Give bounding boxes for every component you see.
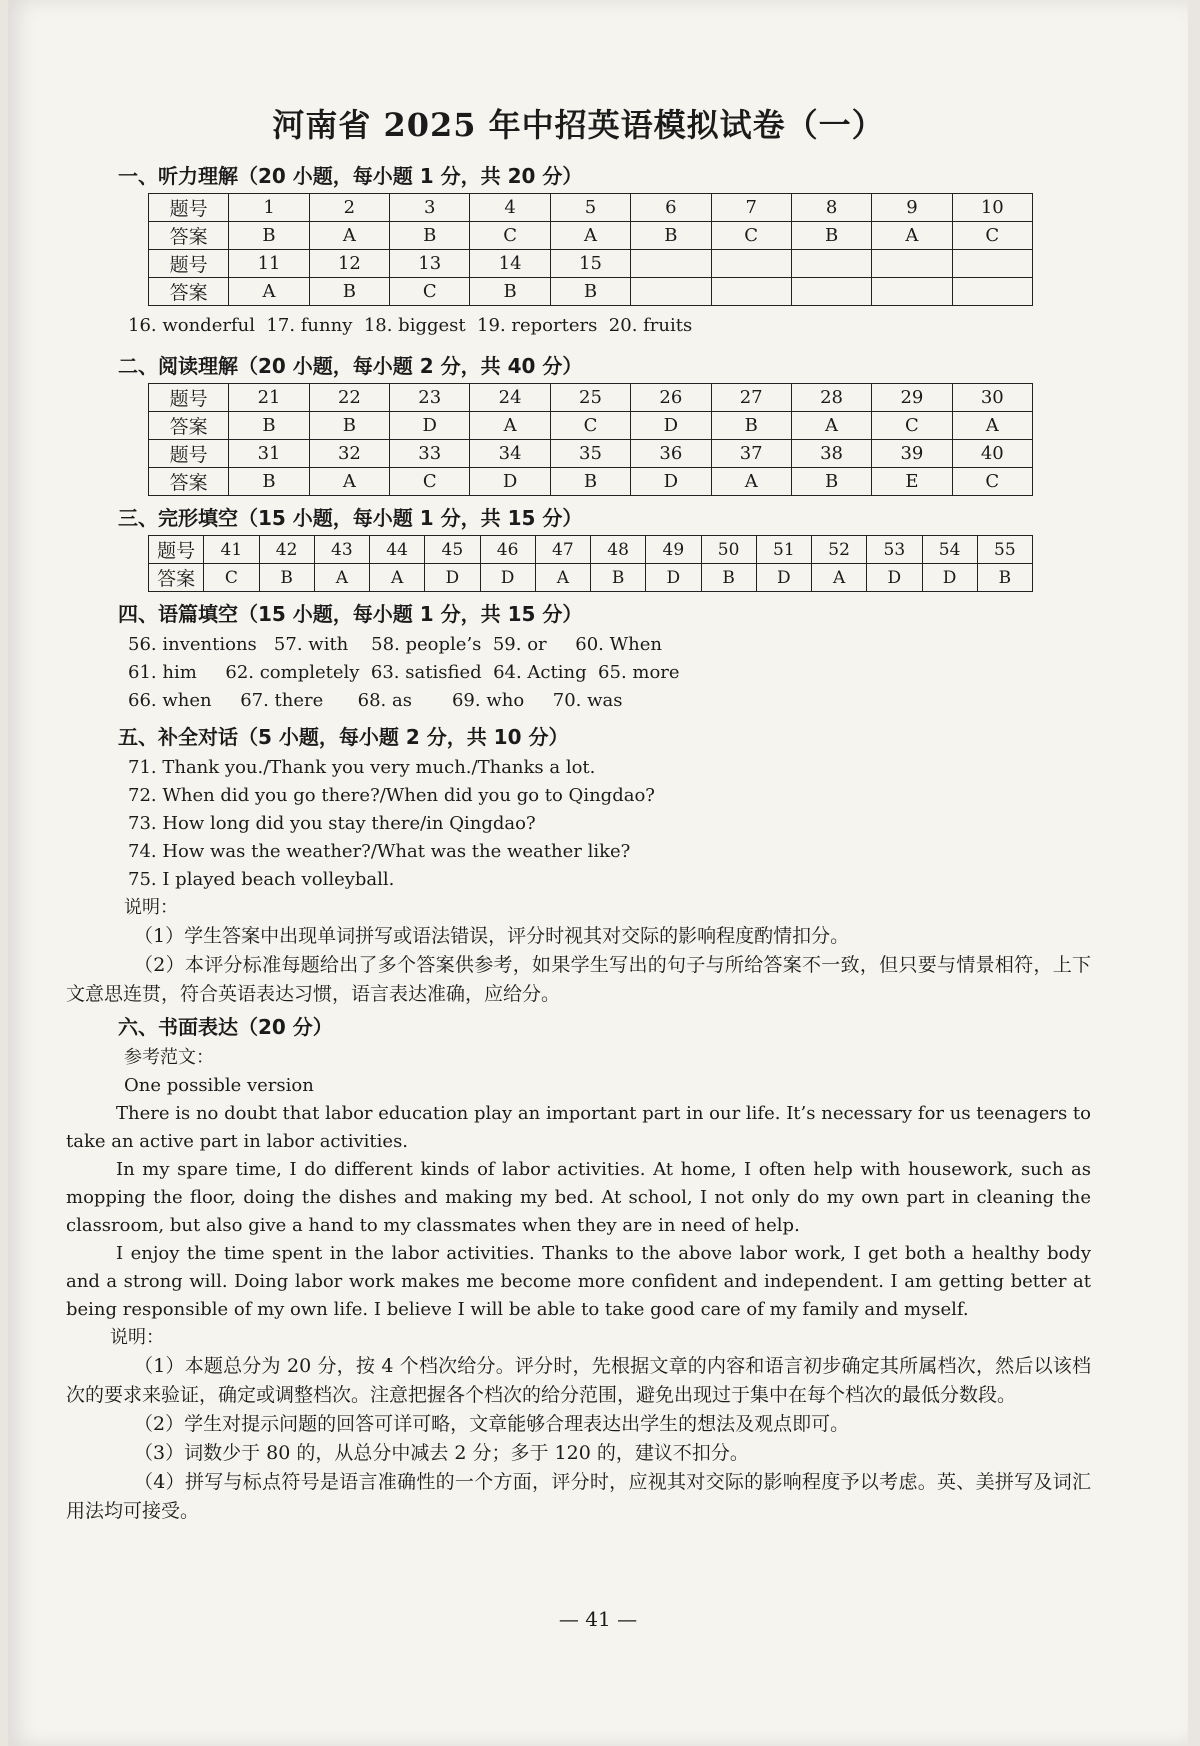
table-cell: 54 xyxy=(922,536,977,564)
table-cell: 2 xyxy=(309,194,389,222)
table-cell: B xyxy=(309,412,389,440)
table-cell xyxy=(711,278,791,306)
table-cell xyxy=(791,250,871,278)
section5-note-label: 说明： xyxy=(124,897,178,918)
table-cell: 22 xyxy=(309,384,389,412)
section5-note: （2）本评分标准每题给出了多个答案供参考，如果学生写出的句子与所给答案不一致，但只要与情景相符，上下文意思连贯，符合英语表达习惯，语言表达准确，应给分。 xyxy=(66,954,1091,1005)
table-cell: 14 xyxy=(470,250,550,278)
table-cell: 31 xyxy=(229,440,309,468)
table-row-label: 答案 xyxy=(149,564,204,592)
table-cell: 39 xyxy=(872,440,952,468)
table-cell: 45 xyxy=(425,536,480,564)
table-cell: 47 xyxy=(535,536,590,564)
table-row-label: 题号 xyxy=(149,536,204,564)
table-cell: A xyxy=(314,564,369,592)
table-row xyxy=(149,412,1033,440)
section1-heading: 一、听力理解（20 小题，每小题 1 分，共 20 分） xyxy=(118,164,583,188)
table-cell: A xyxy=(470,412,550,440)
table-cell: B xyxy=(550,278,630,306)
table-cell: B xyxy=(229,468,309,496)
table-cell: 37 xyxy=(711,440,791,468)
section5-answer: 74. How was the weather?/What was the weather like? xyxy=(128,841,631,862)
table-row xyxy=(149,564,1033,592)
section5-answer: 73. How long did you stay there/in Qingdao? xyxy=(128,813,536,834)
section2-heading: 二、阅读理解（20 小题，每小题 2 分，共 40 分） xyxy=(118,354,583,378)
table-cell: B xyxy=(591,564,646,592)
section6-note-label: 说明： xyxy=(110,1327,164,1348)
table-row xyxy=(149,278,1033,306)
table-cell: 34 xyxy=(470,440,550,468)
section6-note: （3）词数少于 80 的，从总分中减去 2 分；多于 120 的，建议不扣分。 xyxy=(134,1442,749,1464)
table-cell: A xyxy=(370,564,425,592)
table-cell: C xyxy=(204,564,259,592)
section3-heading: 三、完形填空（15 小题，每小题 1 分，共 15 分） xyxy=(118,506,583,530)
table-row-label: 答案 xyxy=(149,222,229,250)
page-content xyxy=(66,100,1091,1526)
table-cell: C xyxy=(952,468,1032,496)
table-cell: A xyxy=(872,222,952,250)
table-cell: D xyxy=(390,412,470,440)
table-cell: 6 xyxy=(631,194,711,222)
table-cell: A xyxy=(229,278,309,306)
section6-note: （1）本题总分为 20 分，按 4 个档次给分。评分时，先根据文章的内容和语言初步确定其所属档次，然后以该档次的要求来验证，确定或调整档次。注意把握各个档次的给分范围，避免出现过于集中在每个档次的最低分数段。 xyxy=(66,1355,1091,1406)
section6-version-label: One possible version xyxy=(124,1075,314,1096)
table-cell: B xyxy=(229,412,309,440)
table-cell: D xyxy=(470,468,550,496)
table-cell: C xyxy=(952,222,1032,250)
table-cell: D xyxy=(646,564,701,592)
table-cell: 46 xyxy=(480,536,535,564)
section4-line: 66. when 67. there 68. as 69. who 70. was xyxy=(128,690,623,711)
table-cell xyxy=(872,250,952,278)
section3-answer-table xyxy=(148,535,1033,592)
section4-line: 56. inventions 57. with 58. people’s 59. or 60. When xyxy=(128,634,662,655)
section5-note: （1）学生答案中出现单词拼写或语法错误，评分时视其对交际的影响程度酌情扣分。 xyxy=(134,925,850,947)
table-cell: C xyxy=(470,222,550,250)
table-cell: C xyxy=(390,468,470,496)
table-cell: E xyxy=(872,468,952,496)
table-row xyxy=(149,222,1033,250)
table-cell: B xyxy=(309,278,389,306)
section1-fill-answers: 16. wonderful 17. funny 18. biggest 19. reporters 20. fruits xyxy=(128,315,693,336)
table-row-label: 答案 xyxy=(149,278,229,306)
table-row-label: 题号 xyxy=(149,250,229,278)
table-cell: 24 xyxy=(470,384,550,412)
section5-heading: 五、补全对话（5 小题，每小题 2 分，共 10 分） xyxy=(118,725,569,749)
table-row xyxy=(149,536,1033,564)
table-row xyxy=(149,194,1033,222)
page-number: — 41 — xyxy=(558,1607,638,1631)
exam-page xyxy=(8,0,1188,1746)
table-row-label: 答案 xyxy=(149,412,229,440)
table-cell: 40 xyxy=(952,440,1032,468)
table-cell: 28 xyxy=(791,384,871,412)
table-cell: C xyxy=(711,222,791,250)
table-cell: 10 xyxy=(952,194,1032,222)
table-cell: 33 xyxy=(390,440,470,468)
essay-paragraph: In my spare time, I do different kinds of labor activities. At home, I often help with housework, such as mopping the floor, doing the dishes and making my bed. At school, I not only do my own part in cleaning the classroom, but also give a hand to my classmates when they are in need of help. xyxy=(66,1159,1091,1236)
table-cell: D xyxy=(631,412,711,440)
table-cell xyxy=(952,278,1032,306)
table-cell: 5 xyxy=(550,194,630,222)
section5-answer: 72. When did you go there?/When did you go to Qingdao? xyxy=(128,785,655,806)
table-cell: 55 xyxy=(977,536,1032,564)
table-row xyxy=(149,384,1033,412)
table-cell: D xyxy=(480,564,535,592)
table-cell: 43 xyxy=(314,536,369,564)
table-cell: D xyxy=(631,468,711,496)
table-cell: B xyxy=(701,564,756,592)
table-cell: B xyxy=(977,564,1032,592)
table-cell: 1 xyxy=(229,194,309,222)
section6-note: （4）拼写与标点符号是语言准确性的一个方面，评分时，应视其对交际的影响程度予以考虑。英、美拼写及词汇用法均可接受。 xyxy=(66,1471,1091,1522)
table-cell: 50 xyxy=(701,536,756,564)
section5-answer: 75. I played beach volleyball. xyxy=(128,869,395,890)
table-cell: 12 xyxy=(309,250,389,278)
table-cell: D xyxy=(756,564,811,592)
table-cell: 21 xyxy=(229,384,309,412)
page-title: 河南省 2025 年中招英语模拟试卷（一） xyxy=(272,106,885,144)
table-cell xyxy=(711,250,791,278)
table-cell: 44 xyxy=(370,536,425,564)
table-cell: A xyxy=(711,468,791,496)
table-cell: C xyxy=(550,412,630,440)
section6-heading: 六、书面表达（20 分） xyxy=(118,1015,333,1039)
table-row-label: 题号 xyxy=(149,384,229,412)
table-cell: A xyxy=(791,412,871,440)
table-cell: D xyxy=(922,564,977,592)
section2-answer-table xyxy=(148,383,1033,496)
table-cell: 7 xyxy=(711,194,791,222)
table-cell: 4 xyxy=(470,194,550,222)
table-cell: 23 xyxy=(390,384,470,412)
table-cell: 36 xyxy=(631,440,711,468)
table-row xyxy=(149,468,1033,496)
table-cell: B xyxy=(711,412,791,440)
table-row-label: 题号 xyxy=(149,194,229,222)
essay-paragraph: There is no doubt that labor education play an important part in our life. It’s necessary for us teenagers to take an active part in labor activities. xyxy=(66,1103,1091,1152)
table-cell: 48 xyxy=(591,536,646,564)
table-cell: 26 xyxy=(631,384,711,412)
table-cell: B xyxy=(229,222,309,250)
section1-answer-table xyxy=(148,193,1033,306)
table-cell: B xyxy=(390,222,470,250)
table-cell: A xyxy=(309,222,389,250)
section4-heading: 四、语篇填空（15 小题，每小题 1 分，共 15 分） xyxy=(118,602,583,626)
table-cell: B xyxy=(470,278,550,306)
table-cell: 53 xyxy=(867,536,922,564)
table-cell: 35 xyxy=(550,440,630,468)
table-cell: 3 xyxy=(390,194,470,222)
table-cell: 32 xyxy=(309,440,389,468)
table-cell: 11 xyxy=(229,250,309,278)
table-cell: A xyxy=(952,412,1032,440)
table-cell: 42 xyxy=(259,536,314,564)
table-cell xyxy=(791,278,871,306)
section6-note: （2）学生对提示问题的回答可详可略，文章能够合理表达出学生的想法及观点即可。 xyxy=(134,1413,850,1435)
table-cell: 49 xyxy=(646,536,701,564)
table-cell: A xyxy=(535,564,590,592)
table-cell xyxy=(872,278,952,306)
table-cell: 9 xyxy=(872,194,952,222)
table-cell: D xyxy=(867,564,922,592)
table-cell: A xyxy=(812,564,867,592)
table-row-label: 答案 xyxy=(149,468,229,496)
table-cell: A xyxy=(309,468,389,496)
table-cell: A xyxy=(550,222,630,250)
table-cell: B xyxy=(550,468,630,496)
table-cell: 25 xyxy=(550,384,630,412)
table-cell: 29 xyxy=(872,384,952,412)
table-row-label: 题号 xyxy=(149,440,229,468)
table-row xyxy=(149,440,1033,468)
table-cell: B xyxy=(631,222,711,250)
table-cell: 41 xyxy=(204,536,259,564)
table-cell: 15 xyxy=(550,250,630,278)
table-row xyxy=(149,250,1033,278)
table-cell: 38 xyxy=(791,440,871,468)
table-cell: 51 xyxy=(756,536,811,564)
essay-paragraph: I enjoy the time spent in the labor activities. Thanks to the above labor work, I get both a healthy body and a strong will. Doing labor work makes me become more confident and independent. I am getting better at being responsible of my own life. I believe I will be able to take good care of my family and myself. xyxy=(66,1243,1091,1320)
table-cell: B xyxy=(259,564,314,592)
table-cell: 30 xyxy=(952,384,1032,412)
table-cell: C xyxy=(390,278,470,306)
table-cell: 52 xyxy=(812,536,867,564)
table-cell: D xyxy=(425,564,480,592)
table-cell xyxy=(631,250,711,278)
table-cell: 27 xyxy=(711,384,791,412)
table-cell: B xyxy=(791,222,871,250)
section5-answer: 71. Thank you./Thank you very much./Thanks a lot. xyxy=(128,757,596,778)
table-cell: 8 xyxy=(791,194,871,222)
table-cell: B xyxy=(791,468,871,496)
table-cell: 13 xyxy=(390,250,470,278)
table-cell xyxy=(631,278,711,306)
table-cell xyxy=(952,250,1032,278)
section6-ref-label: 参考范文： xyxy=(124,1047,214,1068)
table-cell: C xyxy=(872,412,952,440)
section4-line: 61. him 62. completely 63. satisfied 64. Acting 65. more xyxy=(128,662,680,683)
